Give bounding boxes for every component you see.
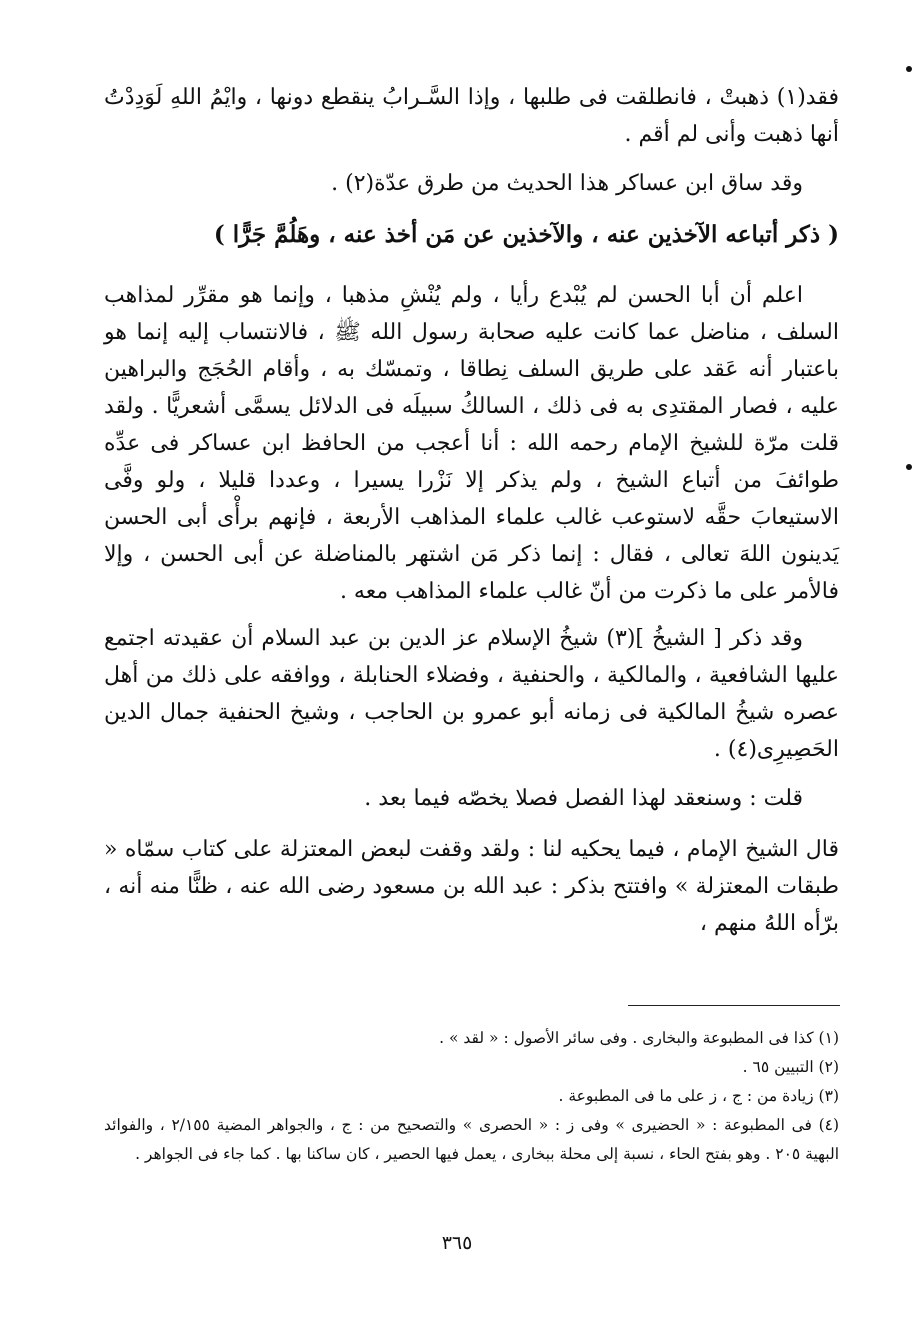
paragraph-2: وقد ساق ابن عساكر هذا الحديث من طرق عدّة(٢) . [331, 171, 803, 196]
page-number: ٣٦٥ [441, 1232, 473, 1254]
margin-dot-middle [906, 464, 912, 470]
paragraph-4: وقد ذكر [ الشيخُ ](٣) شيخُ الإسلام عز الدين بن عبد السلام أن عقيدته اجتمع عليها الشافعية ، والمالكية ، والحنفية ، وفضلاء الحنابلة ، ووافقه على ذلك من أهل عصره شيخُ المالكية فى زمانه أبو عمرو بن الحاجب ، وشيخ الحنفية جمال الدين الحَصِيرِى(٤) . [104, 626, 839, 762]
footnote-separator [628, 1005, 840, 1006]
footnote-4: (٤) فى المطبوعة : « الحضيرى » وفى ز : « الحصرى » والتصحيح من : ج ، والجواهر المضية ٢/١٥٥ ، والفوائد البهية ٢٠٥ . وهو بفتح الحاء ، نسبة إلى محلة ببخارى ، يعمل فيها الحصير ، كان ساكنا بها . كما جاء فى الجواهر . [104, 1116, 840, 1163]
main-text [104, 79, 839, 942]
paragraph-5: قلت : وسنعقد لهذا الفصل فصلا يخصّه فيما بعد . [364, 786, 803, 811]
paragraph-1: فقد(١) ذهبتْ ، فانطلقت فى طلبها ، وإذا السَّـرابُ ينقطع دونها ، وايْمُ اللهِ لَوَدِدْتُ أنها ذهبت وأنى لم أقم . [104, 85, 839, 147]
margin-dot-top [906, 66, 912, 72]
section-heading: ( ذكر أتباعه الآخذين عنه ، والآخذين عن مَن أخذ عنه ، وهَلُمَّ جَرًّا ) [213, 221, 839, 248]
footnote-3: (٣) زيادة من : ج ، ز على ما فى المطبوعة . [558, 1087, 839, 1105]
paragraph-3: اعلم أن أبا الحسن لم يُبْدع رأيا ، ولم يُنْشِ مذهبا ، وإنما هو مقرِّر لمذاهب السلف ، مناضل عما كانت عليه صحابة رسول الله ﷺ ، فالانتساب إليه إنما هو باعتبار أنه عَقد على طريق السلف نِطاقا ، وتمسّك به ، وأقام الحُجَج والبراهين عليه ، فصار المقتدِى به فى ذلك ، السالكُ سبيلَه فى الدلائل يسمَّى أشعريًّا . ولقد قلت مرّة للشيخ الإمام رحمه الله : أنا أعجب من الحافظ ابن عساكر فى عدِّه طوائفَ من أتباع الشيخ ، ولم يذكر إلا نَزْرا يسيرا ، وعددا قليلا ، ولو وفَّى الاستيعابَ حقَّه لاستوعب غالب علماء المذاهب الأربعة ، فإنهم برأْى أبى الحسن يَدينون اللهَ تعالى ، فقال : إنما ذكر مَن اشتهر بالمناضلة عن أبى الحسن ، وإلا فالأمر على ما ذكرت من أنّ غالب علماء المذاهب معه . [104, 283, 840, 604]
footnotes [104, 1024, 839, 1169]
paragraph-6: قال الشيخ الإمام ، فيما يحكيه لنا : ولقد وقفت لبعض المعتزلة على كتاب سمّاه « طبقات المعتزلة » وافتتح بذكر : عبد الله بن مسعود رضى الله عنه ، ظنًّا منه أنه ، برّأه اللهُ منهم ، [104, 837, 839, 936]
footnote-1: (١) كذا فى المطبوعة والبخارى . وفى سائر الأصول : « لقد » . [439, 1029, 839, 1047]
footnote-2: (٢) التبيين ٦٥ . [742, 1058, 839, 1076]
